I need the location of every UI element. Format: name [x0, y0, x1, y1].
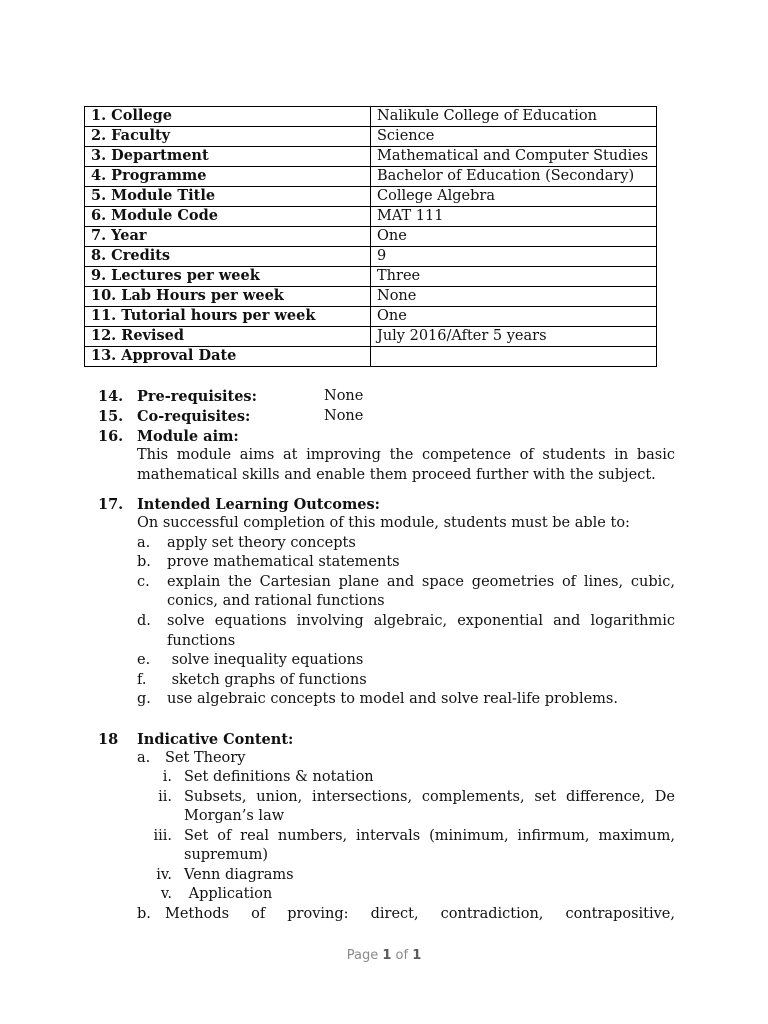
list-marker: a.	[137, 535, 151, 551]
row-value: 9	[371, 247, 657, 267]
row-label: 4. Programme	[85, 167, 371, 187]
roman-marker: v.	[160, 886, 172, 902]
outcome-item: sketch graphs of functions	[167, 672, 367, 688]
content-topic: Set Theory	[165, 750, 246, 766]
page-label: Page	[346, 948, 379, 963]
current-page-number: 1	[382, 948, 392, 963]
outcome-item: solve inequality equations	[167, 652, 364, 668]
outcomes-heading: Intended Learning Outcomes:	[137, 496, 381, 513]
section-number: 17.	[98, 496, 124, 513]
row-label: 9. Lectures per week	[85, 267, 371, 287]
row-value: Three	[371, 267, 657, 287]
prerequisites-label: Pre-requisites:	[137, 388, 257, 405]
corequisites-value: None	[324, 408, 364, 424]
page-of-label: of	[395, 948, 409, 963]
table-row	[85, 107, 657, 127]
content-subtopic: Subsets, union, intersections, complements, set difference, De	[184, 789, 675, 805]
row-value: Mathematical and Computer Studies	[371, 147, 657, 167]
content-subtopic: Application	[184, 886, 273, 902]
list-marker: a.	[137, 750, 151, 766]
content-topic: Methods of proving: direct, contradiction, contrapositive,	[165, 906, 675, 922]
table-row	[85, 267, 657, 287]
row-value: One	[371, 227, 657, 247]
table-row	[85, 187, 657, 207]
roman-marker: ii.	[158, 789, 172, 805]
outcome-item: apply set theory concepts	[167, 535, 356, 551]
table-row	[85, 167, 657, 187]
row-label: 1. College	[85, 107, 371, 127]
page-footer	[0, 948, 768, 963]
row-label: 5. Module Title	[85, 187, 371, 207]
content-subtopic: Morgan’s law	[184, 808, 285, 824]
outcome-item: solve equations involving algebraic, exponential and logarithmic	[167, 613, 675, 629]
row-label: 3. Department	[85, 147, 371, 167]
section-number: 18	[98, 731, 119, 748]
row-label: 11. Tutorial hours per week	[85, 307, 371, 327]
roman-marker: i.	[162, 769, 172, 785]
row-label: 2. Faculty	[85, 127, 371, 147]
corequisites-label: Co-requisites:	[137, 408, 251, 425]
row-label: 10. Lab Hours per week	[85, 287, 371, 307]
table-row	[85, 127, 657, 147]
row-value: One	[371, 307, 657, 327]
row-value: Science	[371, 127, 657, 147]
outcome-item: conics, and rational functions	[167, 593, 385, 609]
section-number: 16.	[98, 428, 124, 445]
row-label: 13. Approval Date	[85, 347, 371, 367]
outcome-item: use algebraic concepts to model and solve real-life problems.	[167, 691, 618, 707]
table-row	[85, 347, 657, 367]
table-row	[85, 327, 657, 347]
total-pages-number: 1	[412, 948, 422, 963]
row-value: Bachelor of Education (Secondary)	[371, 167, 657, 187]
table-row	[85, 147, 657, 167]
outcomes-intro: On successful completion of this module, students must be able to:	[137, 515, 630, 531]
row-value: College Algebra	[371, 187, 657, 207]
row-value: None	[371, 287, 657, 307]
module-aim-heading: Module aim:	[137, 428, 239, 445]
row-value: July 2016/After 5 years	[371, 327, 657, 347]
list-marker: b.	[137, 906, 151, 922]
table-row	[85, 287, 657, 307]
content-heading: Indicative Content:	[137, 731, 294, 748]
module-aim-text: mathematical skills and enable them proceed further with the subject.	[137, 467, 656, 483]
content-subtopic: Set of real numbers, intervals (minimum, infirmum, maximum,	[184, 828, 675, 844]
outcome-item: prove mathematical statements	[167, 554, 400, 570]
module-aim-text: This module aims at improving the competence of students in basic	[137, 447, 675, 463]
table-row	[85, 207, 657, 227]
list-marker: e.	[137, 652, 151, 668]
content-subtopic: supremum)	[184, 847, 269, 863]
module-info-table	[84, 106, 657, 367]
prerequisites-value: None	[324, 388, 364, 404]
list-marker: b.	[137, 554, 151, 570]
content-subtopic: Venn diagrams	[184, 867, 294, 883]
list-marker: d.	[137, 613, 151, 629]
content-subtopic: Set definitions & notation	[184, 769, 374, 785]
table-row	[85, 247, 657, 267]
roman-marker: iii.	[153, 828, 172, 844]
list-marker: f.	[137, 672, 147, 688]
section-number: 14.	[98, 388, 124, 405]
section-number: 15.	[98, 408, 124, 425]
row-label: 8. Credits	[85, 247, 371, 267]
table-row	[85, 307, 657, 327]
row-value	[371, 347, 657, 367]
row-value: MAT 111	[371, 207, 657, 227]
row-label: 6. Module Code	[85, 207, 371, 227]
roman-marker: iv.	[156, 867, 172, 883]
list-marker: c.	[137, 574, 150, 590]
row-label: 12. Revised	[85, 327, 371, 347]
row-label: 7. Year	[85, 227, 371, 247]
table-row	[85, 227, 657, 247]
row-value: Nalikule College of Education	[371, 107, 657, 127]
outcome-item: explain the Cartesian plane and space geometries of lines, cubic,	[167, 574, 675, 590]
outcome-item: functions	[167, 633, 236, 649]
list-marker: g.	[137, 691, 151, 707]
